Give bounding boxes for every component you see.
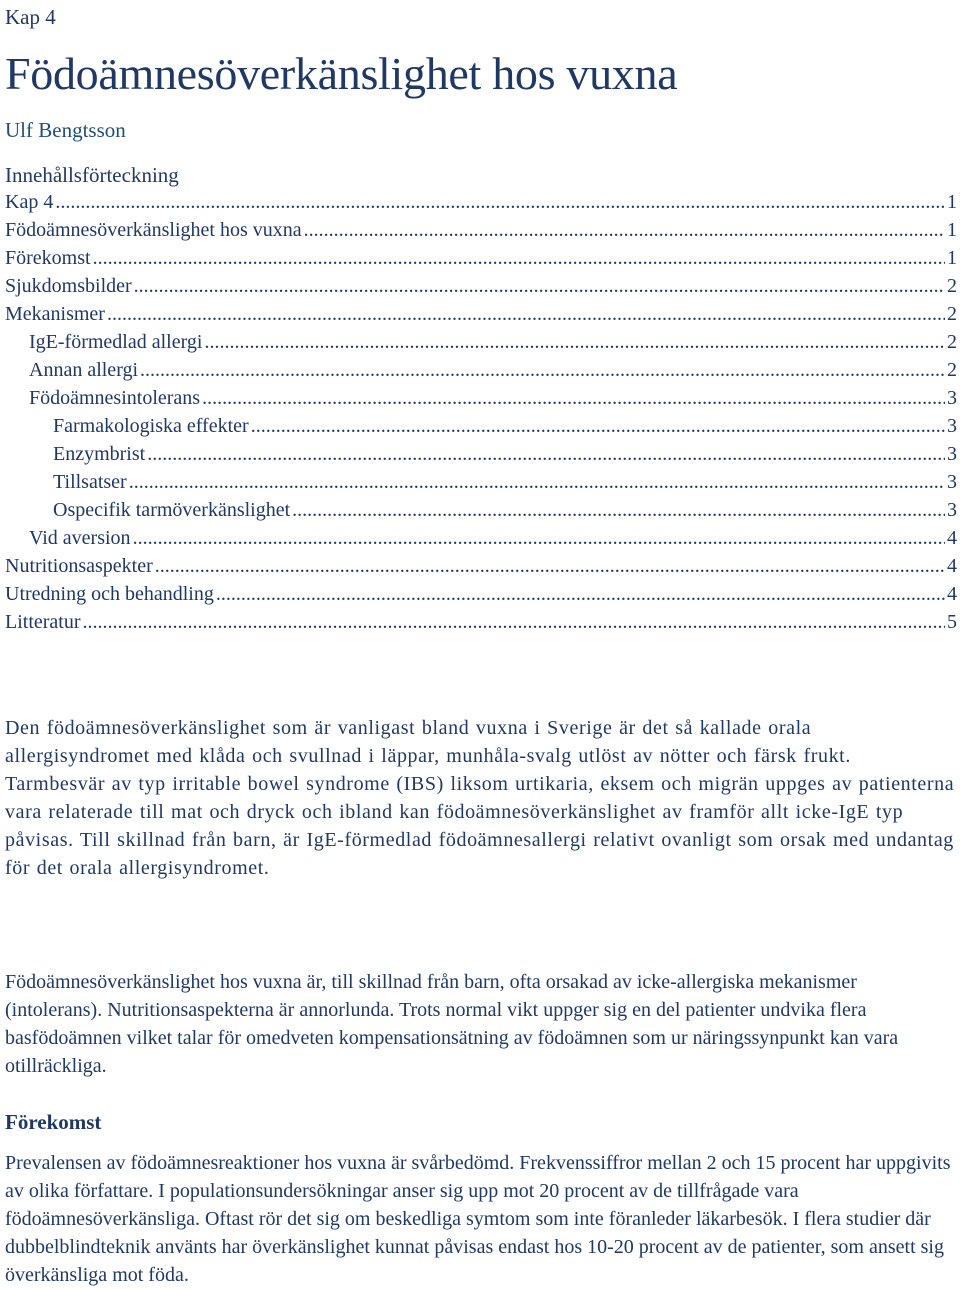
toc-entry-page-number: 3 xyxy=(947,387,957,409)
toc-dot-leader xyxy=(216,580,945,608)
toc-dot-leader xyxy=(155,552,945,580)
author-name: Ulf Bengtsson xyxy=(5,118,126,142)
toc-dot-leader xyxy=(134,272,945,300)
toc-entry[interactable] xyxy=(5,216,957,244)
toc-entry-label: Tillsatser xyxy=(53,471,127,493)
toc-entry[interactable] xyxy=(5,244,957,272)
toc-entry[interactable] xyxy=(5,272,957,300)
toc-dot-leader xyxy=(251,412,945,440)
summary-paragraph: Födoämnesöverkänslighet hos vuxna är, till skillnad från barn, ofta orsakad av icke-allergiska mekanismer (intolerans). Nutritionsaspekterna är annorlunda. Trots normal vikt uppger sig en del patienter undvika flera basfödoämnen vilket talar för omedveten kompensationsätning av födoämnen som ur näringssynpunkt kan vara otillräckliga. xyxy=(5,971,899,1077)
toc-dot-leader xyxy=(93,244,945,272)
toc-entry-page-number: 3 xyxy=(947,471,957,493)
toc-entry-page-number: 1 xyxy=(947,247,957,269)
toc-dot-leader xyxy=(83,608,945,636)
toc-entry-label: Mekanismer xyxy=(5,303,105,325)
toc-entry-page-number: 2 xyxy=(947,303,957,325)
table-of-contents xyxy=(5,188,957,636)
toc-entry-label: Förekomst xyxy=(5,247,91,269)
toc-entry[interactable] xyxy=(5,440,957,468)
toc-dot-leader xyxy=(140,356,945,384)
toc-entry-page-number: 2 xyxy=(947,275,957,297)
toc-entry-label: Ospecifik tarmöverkänslighet xyxy=(53,499,291,521)
toc-entry-label: Enzymbrist xyxy=(53,443,146,465)
toc-entry-label: Sjukdomsbilder xyxy=(5,275,132,297)
toc-dot-leader xyxy=(202,384,945,412)
toc-entry-label: Födoämnesintolerans xyxy=(29,387,201,409)
toc-entry-label: Farmakologiska effekter xyxy=(53,415,249,437)
toc-entry-label: Födoämnesöverkänslighet hos vuxna xyxy=(5,219,302,241)
toc-entry[interactable] xyxy=(5,300,957,328)
toc-entry-label: IgE-förmedlad allergi xyxy=(29,331,203,353)
toc-entry[interactable] xyxy=(5,580,957,608)
toc-entry[interactable] xyxy=(5,356,957,384)
toc-entry-label: Annan allergi xyxy=(29,359,139,381)
toc-dot-leader xyxy=(147,440,945,468)
toc-entry-label: Litteratur xyxy=(5,611,81,633)
toc-dot-leader xyxy=(55,188,945,216)
toc-entry-page-number: 2 xyxy=(947,359,957,381)
toc-dot-leader xyxy=(107,300,945,328)
toc-entry[interactable] xyxy=(5,608,957,636)
toc-entry[interactable] xyxy=(5,384,957,412)
toc-dot-leader xyxy=(304,216,945,244)
chapter-label: Kap 4 xyxy=(5,5,56,29)
toc-entry-label: Nutritionsaspekter xyxy=(5,555,153,577)
section-text-forekomst: Prevalensen av födoämnesreaktioner hos vuxna är svårbedömd. Frekvenssiffror mellan 2 och 15 procent har uppgivits av olika författare. I populationsundersökningar anser sig upp mot 20 procent av de tillfrågade vara födoämnesöverkänsliga. Oftast rör det sig om beskedliga symtom som inte föranleder läkarbesök. I flera studier där dubbelblindteknik använts har överkänslighet kunnat påvisas endast hos 10-20 procent av de patienter, som ansett sig överkänsliga mot föda. xyxy=(5,1152,951,1286)
toc-entry[interactable] xyxy=(5,496,957,524)
toc-dot-leader xyxy=(292,496,945,524)
toc-entry-label: Utredning och behandling xyxy=(5,583,214,605)
toc-dot-leader xyxy=(129,468,945,496)
toc-entry-page-number: 4 xyxy=(947,555,957,577)
toc-entry-page-number: 3 xyxy=(947,443,957,465)
toc-entry-page-number: 1 xyxy=(947,191,957,213)
toc-entry-page-number: 3 xyxy=(947,499,957,521)
toc-entry[interactable] xyxy=(5,328,957,356)
toc-entry[interactable] xyxy=(5,188,957,216)
toc-entry-page-number: 1 xyxy=(947,219,957,241)
intro-paragraph: Den födoämnesöverkänslighet som är vanligast bland vuxna i Sverige är det så kallade orala allergisyndromet med klåda och svullnad i läppar, munhåla-svalg utlöst av nötter och färsk frukt. Tarmbesvär av typ irritable bowel syndrome (IBS) liksom urtikaria, eksem och migrän uppges av patienterna vara relaterade till mat och dryck och ibland kan födoämnesöverkänslighet av framför allt icke-IgE typ påvisas. Till skillnad från barn, är IgE-förmedlad födoämnesallergi relativt ovanligt som orsak med undantag för det orala allergisyndromet. xyxy=(5,717,955,879)
toc-entry[interactable] xyxy=(5,524,957,552)
toc-dot-leader xyxy=(204,328,945,356)
toc-entry[interactable] xyxy=(5,412,957,440)
toc-dot-leader xyxy=(133,524,945,552)
toc-entry-page-number: 3 xyxy=(947,415,957,437)
toc-entry-page-number: 5 xyxy=(947,611,957,633)
document-title: Födoämnesöverkänslighet hos vuxna xyxy=(5,48,678,99)
toc-entry-page-number: 4 xyxy=(947,583,957,605)
toc-entry-label: Kap 4 xyxy=(5,191,54,213)
toc-entry-label: Vid aversion xyxy=(29,527,131,549)
toc-entry[interactable] xyxy=(5,468,957,496)
toc-heading: Innehållsförteckning xyxy=(5,163,179,187)
section-heading-forekomst: Förekomst xyxy=(5,1110,102,1134)
toc-entry-page-number: 2 xyxy=(947,331,957,353)
toc-entry-page-number: 4 xyxy=(947,527,957,549)
toc-entry[interactable] xyxy=(5,552,957,580)
